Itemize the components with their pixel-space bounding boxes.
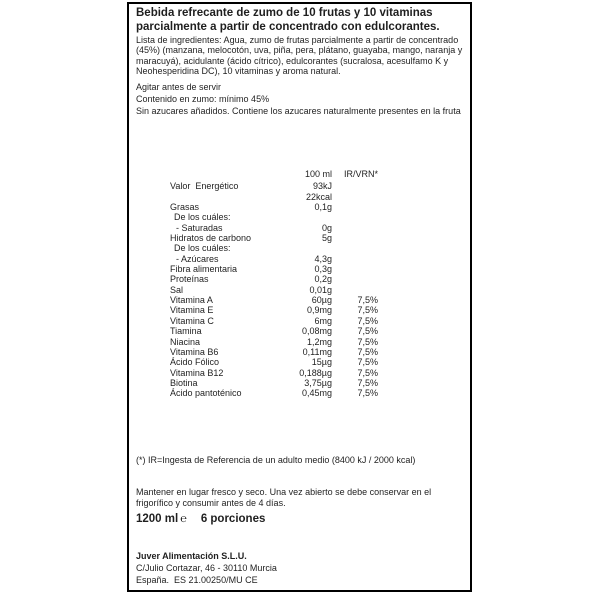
table-row — [129, 274, 470, 284]
nutrient-label: - Saturadas — [176, 222, 223, 233]
nutrient-label: Vitamina E — [170, 305, 214, 316]
nutrient-ir-percent: 7,5% — [357, 326, 378, 337]
nutrient-value: 0g — [321, 222, 332, 233]
nutrient-ir-percent: 7,5% — [357, 367, 378, 378]
nutrient-value — [282, 243, 332, 253]
nutrition-table-header — [129, 169, 470, 179]
nutrient-label: Ácido Fólico — [170, 357, 220, 368]
nutrient-value: 1,2mg — [306, 336, 332, 347]
nutrient-ir-percent: 7,5% — [357, 377, 378, 388]
nutrient-ir-percent — [332, 233, 378, 243]
nutrition-table — [129, 169, 470, 399]
table-row — [129, 223, 470, 233]
nutrient-value: 0,3g — [314, 264, 332, 275]
table-row — [129, 181, 470, 191]
nutrient-value: 0,2g — [314, 274, 332, 285]
nutrient-label: Vitamina A — [170, 295, 213, 306]
table-row — [129, 337, 470, 347]
nutrient-ir-percent — [332, 223, 378, 233]
storage-instructions: Mantener en lugar fresco y seco. Una vez abierto se debe conservar en el frigorífico y consumir antes de 4 días. — [136, 487, 432, 508]
nutrient-value — [282, 212, 332, 222]
nutrient-value: 0,45mg — [301, 388, 332, 399]
nutrient-ir-percent: 7,5% — [357, 357, 378, 368]
product-title: Bebida refrecante de zumo de 10 frutas y 10 vitaminas parcialmente a partir de concentrado con edulcorantes. — [136, 7, 440, 33]
servings-count: 6 porciones — [200, 513, 266, 525]
table-row — [129, 316, 470, 326]
table-row — [129, 285, 470, 295]
nutrient-ir-percent — [332, 212, 378, 222]
table-row — [129, 243, 470, 253]
reference-intake-footnote: (*) IR=Ingesta de Referencia de un adulto medio (8400 kJ / 2000 kcal) — [136, 455, 416, 465]
nutrient-label: Vitamina C — [170, 315, 214, 326]
net-quantity — [136, 513, 265, 525]
usage-line: Contenido en zumo: mínimo 45% — [136, 94, 270, 105]
table-row — [129, 368, 470, 378]
nutrient-label: Valor Energético — [170, 181, 239, 192]
nutrient-value: 0,11mg — [302, 346, 332, 357]
table-row — [129, 378, 470, 388]
net-volume: 1200 ml — [136, 513, 179, 525]
nutrient-label: Vitamina B12 — [170, 367, 224, 378]
nutrient-value: 0,1g — [314, 202, 332, 213]
nutrient-ir-percent: 7,5% — [357, 305, 378, 316]
nutrient-ir-percent — [332, 285, 378, 295]
column-ir-header: IR/VRN* — [343, 169, 378, 179]
nutrient-label: Grasas — [170, 202, 200, 213]
nutrient-label: Ácido pantoténico — [170, 388, 242, 399]
nutrient-ir-percent — [332, 243, 378, 253]
table-row — [129, 305, 470, 315]
nutrient-label: Fibra alimentaria — [170, 264, 238, 275]
nutrient-value: 93kJ — [312, 181, 332, 192]
table-row — [129, 254, 470, 264]
nutrient-value: 60µg — [311, 295, 332, 306]
nutrient-label — [170, 192, 282, 202]
usage-instructions — [136, 81, 470, 118]
nutrient-value: 0,188µg — [299, 367, 332, 378]
nutrient-ir-percent — [332, 264, 378, 274]
table-row — [129, 202, 470, 212]
table-row — [129, 233, 470, 243]
nutrient-label: De los cuáles: — [174, 212, 231, 223]
table-row — [129, 347, 470, 357]
nutrient-ir-percent: 7,5% — [357, 315, 378, 326]
table-row — [129, 192, 470, 202]
nutrient-label: Biotina — [170, 377, 198, 388]
nutrient-ir-percent — [332, 192, 378, 202]
nutrient-value: 22kcal — [305, 191, 332, 202]
nutrition-rows — [129, 181, 470, 398]
nutrient-ir-percent: 7,5% — [357, 346, 378, 357]
nutrient-label: Vitamina B6 — [170, 346, 219, 357]
table-row — [129, 264, 470, 274]
product-label — [127, 2, 472, 592]
estimated-sign: ℮ — [180, 513, 187, 525]
nutrient-value: 0,08mg — [301, 326, 332, 337]
nutrient-label: Hidratos de carbono — [170, 233, 252, 244]
nutrient-label: - Azúcares — [176, 253, 219, 264]
table-row — [129, 326, 470, 336]
usage-line: Sin azucares añadidos. Contiene los azucares naturalmente presentes en la fruta — [136, 106, 461, 117]
table-row — [129, 295, 470, 305]
table-row — [129, 212, 470, 222]
producer-registration: España. ES 21.00250/MU CE — [136, 575, 258, 585]
column-amount-header: 100 ml — [304, 169, 332, 179]
nutrient-value: 4,3g — [314, 253, 332, 264]
nutrient-ir-percent — [332, 181, 378, 191]
nutrient-ir-percent — [332, 254, 378, 264]
ingredients-list: Lista de ingredientes: Agua, zumo de frutas parcialmente a partir de concentrado (45%) (manzana, melocotón, uva, piña, pera, plátano, guayaba, mango, naranja y maracuyá), acidulante (ácido cítrico), edulcorantes (sucralosa, acesulfamo K y Neohesperidina DC), 10 vitaminas y aroma natural. — [136, 35, 463, 76]
nutrient-ir-percent — [332, 274, 378, 284]
nutrient-label: Proteínas — [170, 274, 209, 285]
nutrient-ir-percent: 7,5% — [357, 295, 378, 306]
nutrient-value: 15µg — [311, 357, 332, 368]
table-row — [129, 357, 470, 367]
producer-name: Juver Alimentación S.L.U. — [136, 551, 247, 561]
nutrient-label: Sal — [170, 284, 184, 295]
nutrient-label: Niacina — [170, 336, 201, 347]
nutrient-value: 6mg — [314, 315, 332, 326]
table-row — [129, 388, 470, 398]
nutrient-ir-percent: 7,5% — [357, 336, 378, 347]
header-spacer — [170, 169, 282, 179]
producer-address: C/Julio Cortazar, 46 - 30110 Murcia — [136, 563, 277, 573]
nutrient-value: 0,9mg — [306, 305, 332, 316]
usage-line: Agitar antes de servir — [136, 82, 222, 92]
nutrient-label: De los cuáles: — [174, 243, 231, 254]
nutrient-ir-percent: 7,5% — [357, 388, 378, 399]
nutrient-value: 3,75µg — [304, 377, 332, 388]
producer-info — [136, 550, 468, 586]
nutrient-value: 0,01g — [309, 284, 332, 295]
nutrient-ir-percent — [332, 202, 378, 212]
nutrient-value: 5g — [321, 233, 332, 244]
nutrient-label: Tiamina — [170, 326, 202, 337]
